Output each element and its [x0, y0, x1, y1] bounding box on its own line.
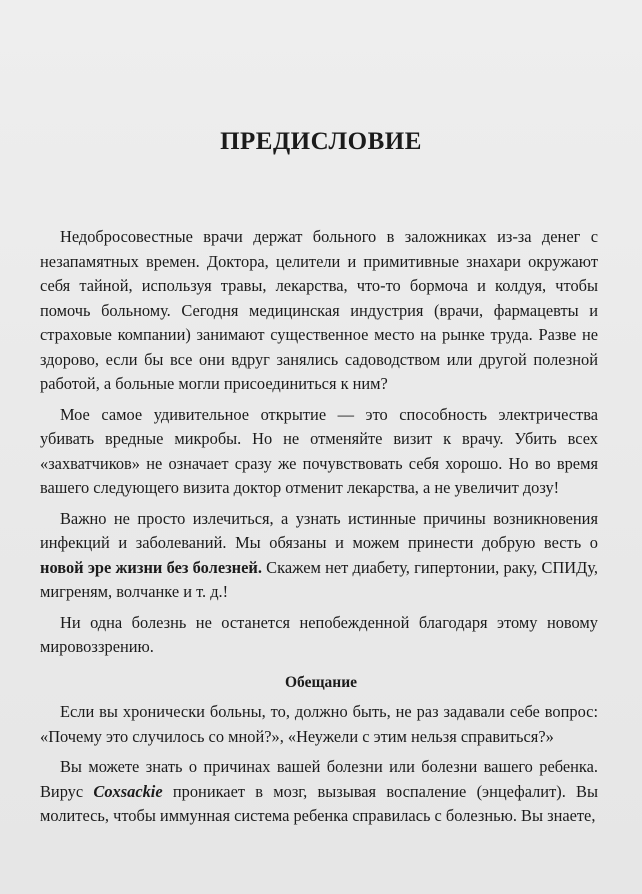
paragraph: Если вы хронически больны, то, должно быть, не раз задавали себе вопрос: «Почему это случилось со мной?», «Неужели с этим нельзя справиться?» — [40, 702, 598, 746]
paragraph — [40, 755, 598, 829]
paragraph: Ни одна болезнь не останется непобежденной благодаря этому новому мировоззрению. — [40, 612, 598, 656]
chapter-title: ПРЕДИСЛОВИЕ — [220, 128, 422, 155]
promise-text-block — [40, 700, 598, 835]
paragraph-text: Скажем нет диабету, гипертонии, раку, СПИДу, мигреням, волчанке и т. д.! — [40, 557, 598, 601]
paragraph-text: Вы можете знать о причинах вашей болезни или болезни вашего ребенка. Вирус — [40, 757, 598, 801]
intro-text-block — [40, 225, 598, 666]
paragraph-text: Важно не просто излечиться, а узнать истинные причины возникновения инфекций и заболеваний. Мы обязаны и можем принести добрую весть о — [40, 508, 598, 552]
section-heading: Обещание — [284, 674, 358, 691]
virus-name: Coxsackie — [93, 781, 163, 801]
paragraph: Недобросовестные врачи держат больного в заложниках из-за денег с незапамятных времен. Доктора, целители и примитивные знахари окружают себя тайной, используя травы, лекарства, что-то бормоча и колдуя, чтобы помочь больному. Сегодня медицинская индустрия (врачи, фармацевты и страховые компании) занимают существенное место на рынке труда. Разве не здорово, если бы все они вдруг занялись садоводством или другой полезной работой, а больные могли присоединиться к ним? — [40, 227, 598, 393]
bold-phrase: новой эре жизни без болезней. — [40, 557, 262, 577]
paragraph-text: проникает в мозг, вызывая воспаление (энцефалит). Вы молитесь, чтобы иммунная система ребенка справилась с болезнью. Вы знаете, — [40, 781, 598, 825]
paragraph — [40, 507, 598, 605]
paragraph: Мое самое удивительное открытие — это способность электричества убивать вредные микробы. Но не отменяйте визит к врачу. Убить всех «захватчиков» не означает сразу же почувствовать себя хорошо. Но во время вашего следующего визита доктор отменит лекарства, а не увеличит дозу! — [40, 404, 598, 497]
